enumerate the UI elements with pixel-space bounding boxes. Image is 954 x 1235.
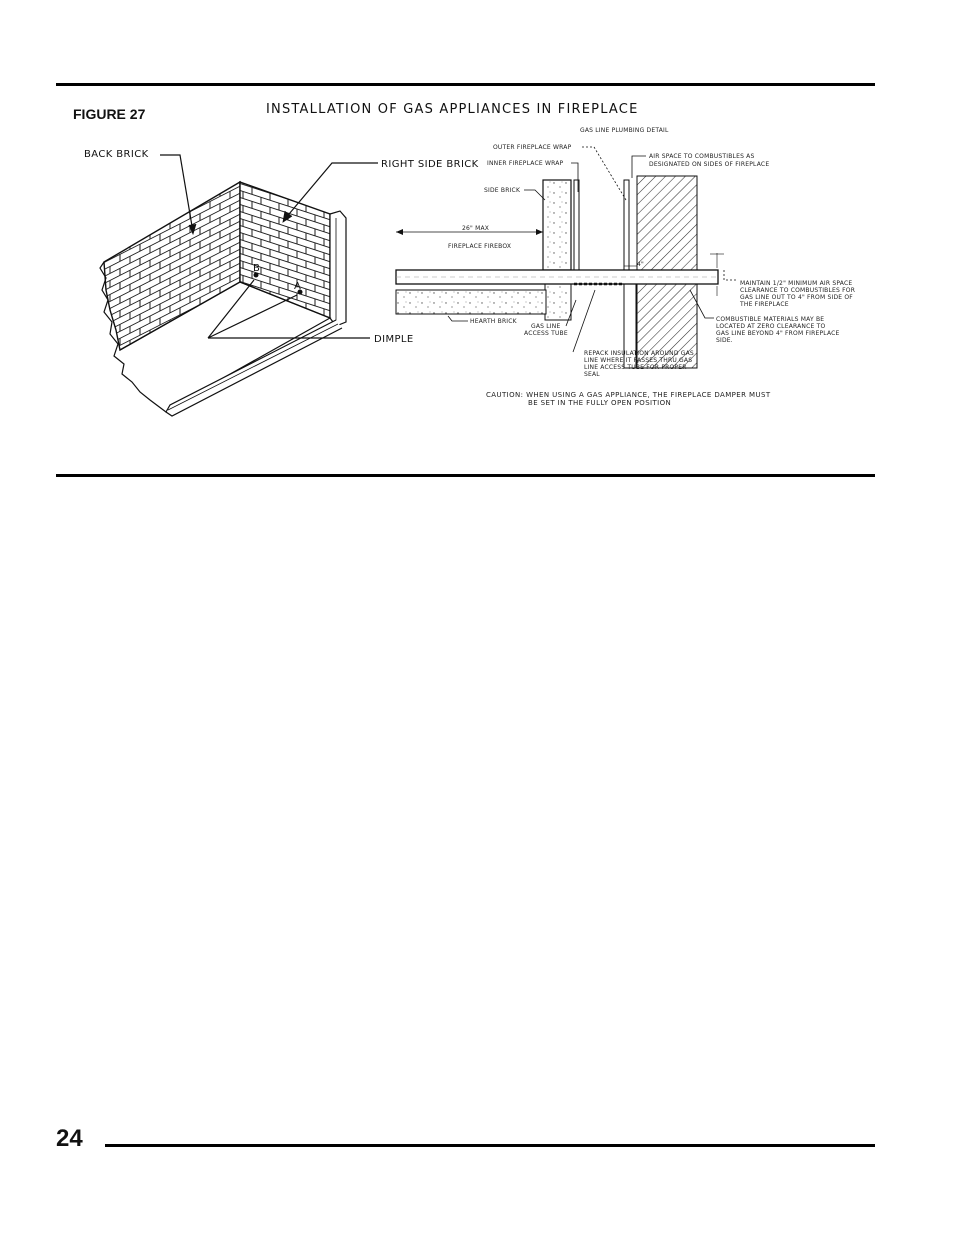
dimple-label: DIMPLE <box>374 334 414 345</box>
repack-label-1: REPACK INSULATION AROUND GAS <box>584 350 694 357</box>
inner-wrap-label: INNER FIREPLACE WRAP <box>487 160 564 167</box>
repack-label-4: SEAL <box>584 371 600 378</box>
access-tube-label-2: ACCESS TUBE <box>524 330 568 337</box>
access-tube-label-1: GAS LINE <box>531 323 561 330</box>
repack-label-2: LINE WHERE IT PASSES THRU GAS <box>584 357 693 364</box>
back-brick-label: BACK BRICK <box>84 149 149 160</box>
combustible-label-2: LOCATED AT ZERO CLEARANCE TO <box>716 323 826 330</box>
hearth-brick-label: HEARTH BRICK <box>470 318 517 325</box>
combustible-label-3: GAS LINE BEYOND 4" FROM FIREPLACE <box>716 330 840 337</box>
right-side-brick-label: RIGHT SIDE BRICK <box>381 159 479 170</box>
air-space-label-1: AIR SPACE TO COMBUSTIBLES AS <box>649 153 755 160</box>
figure-title: INSTALLATION OF GAS APPLIANCES IN FIREPLACE <box>266 102 639 117</box>
detail-heading: GAS LINE PLUMBING DETAIL <box>580 127 669 134</box>
caution-line-1: CAUTION: WHEN USING A GAS APPLIANCE, THE FIREPLACE DAMPER MUST <box>486 391 771 399</box>
maintain-label-3: GAS LINE OUT TO 4" FROM SIDE OF <box>740 294 853 301</box>
repack-label-3: LINE ACCESS TUBE FOR PROPER <box>584 364 687 371</box>
firebox-label: FIREPLACE FIREBOX <box>448 243 512 250</box>
max-dimension-label: 26" MAX <box>462 225 490 232</box>
four-inch-label: 4" <box>637 261 644 268</box>
side-brick-label: SIDE BRICK <box>484 187 521 194</box>
figure-label: FIGURE 27 <box>73 106 146 122</box>
combustible-label-1: COMBUSTIBLE MATERIALS MAY BE <box>716 316 825 323</box>
outer-wrap-label: OUTER FIREPLACE WRAP <box>493 144 572 151</box>
maintain-label-2: CLEARANCE TO COMBUSTIBLES FOR <box>740 287 856 294</box>
point-a-label: A <box>294 281 302 292</box>
page-number: 24 <box>56 1125 83 1152</box>
maintain-label-4: THE FIREPLACE <box>740 301 789 308</box>
combustible-label-4: SIDE. <box>716 337 733 344</box>
air-space-label-2: DESIGNATED ON SIDES OF FIREPLACE <box>649 161 770 168</box>
caution-line-2: BE SET IN THE FULLY OPEN POSITION <box>528 399 672 407</box>
point-b-label: B <box>253 263 261 274</box>
maintain-label-1: MAINTAIN 1/2" MINIMUM AIR SPACE <box>740 280 853 287</box>
